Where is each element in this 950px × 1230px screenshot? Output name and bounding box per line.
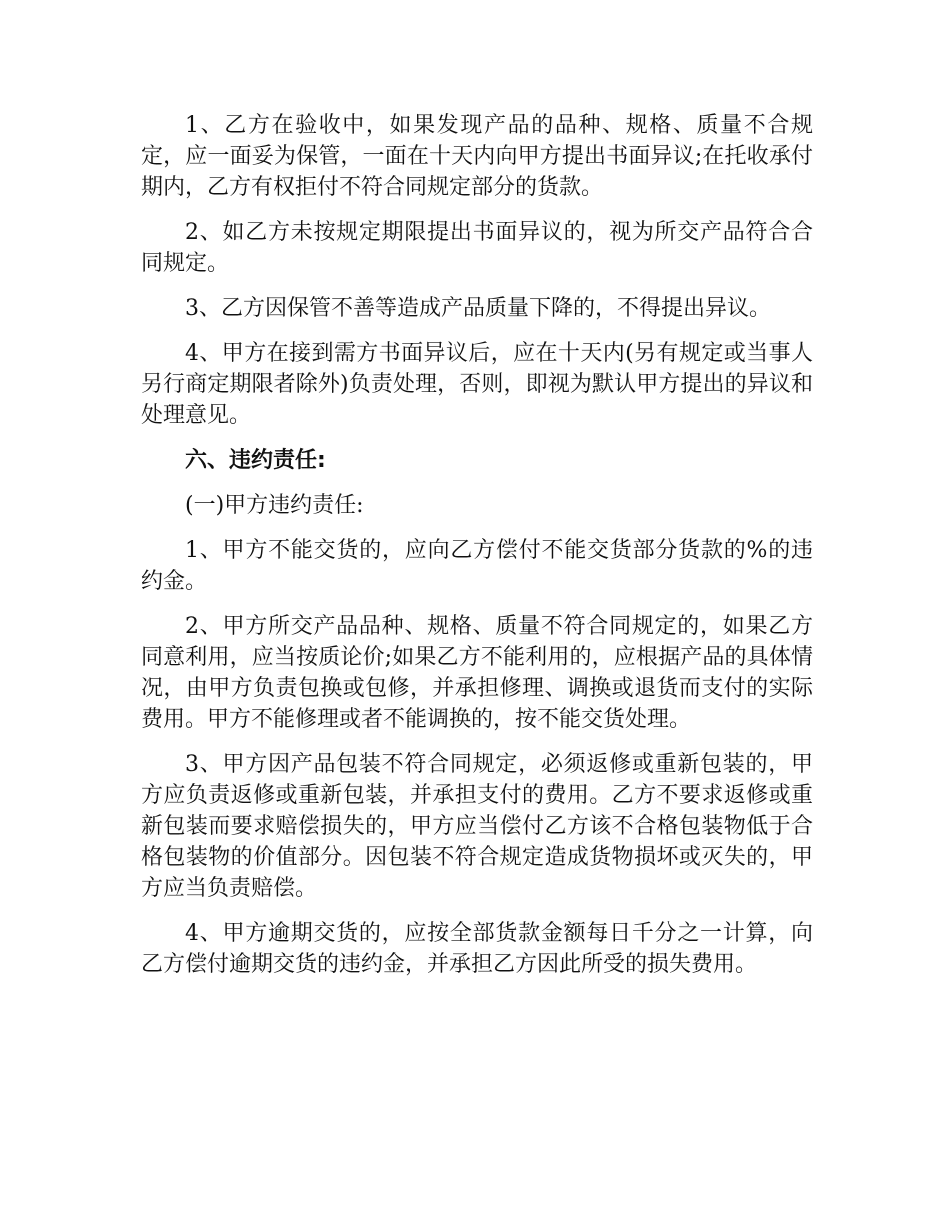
clause-paragraph: 4、甲方在接到需方书面异议后，应在十天内(另有规定或当事人另行商定期限者除外)负责处理，否则，即视为默认甲方提出的异议和处理意见。 bbox=[141, 341, 813, 428]
clause-paragraph: 1、甲方不能交货的，应向乙方偿付不能交货部分货款的%的违约金。 bbox=[141, 538, 813, 594]
clause-paragraph: 1、乙方在验收中，如果发现产品的品种、规格、质量不合规定，应一面妥为保管，一面在十天内向甲方提出书面异议;在托收承付期内，乙方有权拒付不符合同规定部分的货款。 bbox=[141, 113, 813, 200]
subsection-heading: (一)甲方违约责任: bbox=[185, 493, 364, 518]
clause-paragraph: 4、甲方逾期交货的，应按全部货款金额每日千分之一计算，向乙方偿付逾期交货的违约金，并承担乙方因此所受的损失费用。 bbox=[141, 921, 813, 977]
document-page bbox=[141, 110, 813, 994]
clause-paragraph: 2、甲方所交产品品种、规格、质量不符合同规定的，如果乙方同意利用，应当按质论价;如果乙方不能利用的，应根据产品的具体情况，由甲方负责包换或包修，并承担修理、调换或退货而支付的实际费用。甲方不能修理或者不能调换的，按不能交货处理。 bbox=[141, 614, 813, 732]
clause-paragraph: 3、乙方因保管不善等造成产品质量下降的，不得提出异议。 bbox=[185, 296, 771, 321]
section-heading: 六、违约责任: bbox=[185, 448, 326, 473]
clause-paragraph: 3、甲方因产品包装不符合同规定，必须返修或重新包装的，甲方应负责返修或重新包装，并承担支付的费用。乙方不要求返修或重新包装而要求赔偿损失的，甲方应当偿付乙方该不合格包装物低于合格包装物的价值部分。因包装不符合规定造成货物损坏或灭失的，甲方应当负责赔偿。 bbox=[141, 752, 813, 901]
clause-paragraph: 2、如乙方未按规定期限提出书面异议的，视为所交产品符合合同规定。 bbox=[141, 220, 813, 276]
